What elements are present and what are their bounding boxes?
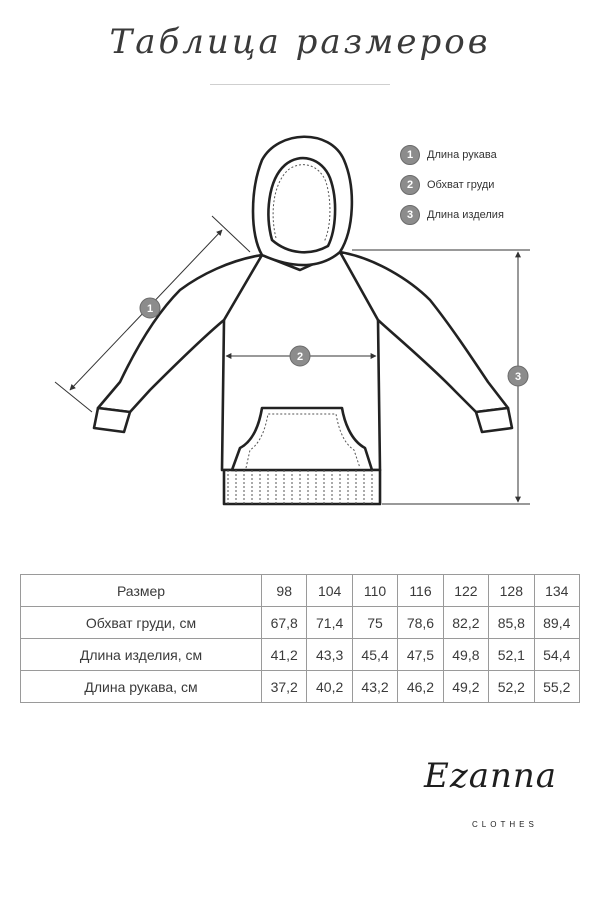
legend-number: 3 xyxy=(400,205,420,225)
table-header-row xyxy=(21,575,580,607)
brand-logo-subtitle: CLOTHES xyxy=(472,820,538,829)
table-row xyxy=(21,671,580,703)
legend-label: Обхват груди xyxy=(427,179,495,191)
table-cell: 52,1 xyxy=(489,639,534,671)
legend-number: 1 xyxy=(400,145,420,165)
table-row xyxy=(21,607,580,639)
hoodie-right-cuff xyxy=(476,408,512,432)
table-cell: 37,2 xyxy=(262,671,307,703)
table-cell: 89,4 xyxy=(534,607,579,639)
table-cell: 54,4 xyxy=(534,639,579,671)
table-cell: 78,6 xyxy=(398,607,443,639)
table-cell: 49,8 xyxy=(443,639,488,671)
marker-chest xyxy=(290,346,310,366)
table-cell: 40,2 xyxy=(307,671,352,703)
table-cell: 52,2 xyxy=(489,671,534,703)
table-cell: 45,4 xyxy=(352,639,397,671)
hoodie-face-opening xyxy=(268,158,335,252)
table-header-cell: 110 xyxy=(352,575,397,607)
legend-item-chest xyxy=(400,170,590,200)
table-cell: 46,2 xyxy=(398,671,443,703)
hoodie-left-cuff xyxy=(94,408,130,432)
size-table xyxy=(20,574,580,703)
legend xyxy=(400,140,590,230)
table-cell: 43,2 xyxy=(352,671,397,703)
table-cell: 71,4 xyxy=(307,607,352,639)
legend-label: Длина рукава xyxy=(427,149,497,161)
table-cell: 55,2 xyxy=(534,671,579,703)
legend-label: Длина изделия xyxy=(427,209,504,221)
table-cell: 82,2 xyxy=(443,607,488,639)
table-row xyxy=(21,639,580,671)
table-header-cell: 104 xyxy=(307,575,352,607)
table-cell: 75 xyxy=(352,607,397,639)
legend-item-sleeve xyxy=(400,140,590,170)
hoodie-waistband xyxy=(224,470,380,504)
table-header-cell: 98 xyxy=(262,575,307,607)
brand-logo xyxy=(420,756,570,836)
table-cell: 49,2 xyxy=(443,671,488,703)
brand-logo-script: Ezanna xyxy=(424,756,558,796)
table-header-label: Размер xyxy=(21,575,262,607)
marker-chest-label: 2 xyxy=(296,351,304,363)
table-cell: 47,5 xyxy=(398,639,443,671)
table-row-label: Обхват груди, см xyxy=(21,607,262,639)
marker-sleeve-label: 1 xyxy=(146,303,154,315)
table-cell: 41,2 xyxy=(262,639,307,671)
table-row-label: Длина изделия, см xyxy=(21,639,262,671)
legend-item-length xyxy=(400,200,590,230)
legend-number: 2 xyxy=(400,175,420,195)
table-header-cell: 134 xyxy=(534,575,579,607)
marker-length xyxy=(508,366,528,386)
table-header-cell: 116 xyxy=(398,575,443,607)
table-cell: 43,3 xyxy=(307,639,352,671)
table-header-cell: 128 xyxy=(489,575,534,607)
marker-sleeve xyxy=(140,298,160,318)
table-cell: 67,8 xyxy=(262,607,307,639)
table-cell: 85,8 xyxy=(489,607,534,639)
marker-length-label: 3 xyxy=(514,371,522,383)
page-title: Таблица размеров xyxy=(109,22,491,62)
table-header-cell: 122 xyxy=(443,575,488,607)
table-row-label: Длина рукава, см xyxy=(21,671,262,703)
